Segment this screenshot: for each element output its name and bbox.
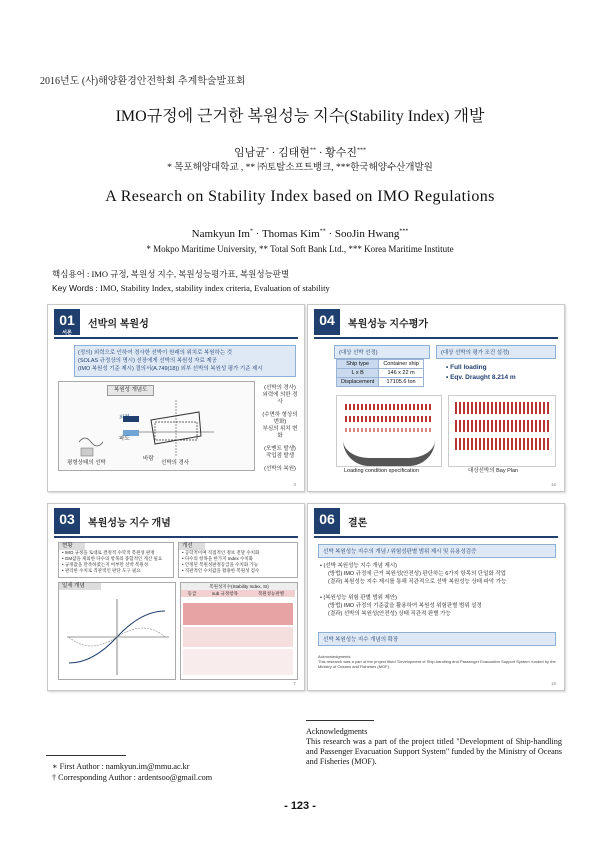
page-number: - 123 -	[284, 800, 316, 812]
ship-spec-table: Ship type Container ship L x B 146 x 22 m Displacement 17105.6 ton	[336, 359, 424, 387]
stability-index-table: 복원성지수(Stability Index, SI) 등급 sub 규정항목 복원성능판별	[180, 582, 298, 680]
slide-number: 03	[54, 508, 80, 534]
slide-title: 선박의 복원성	[88, 319, 149, 330]
slide-01: 01 서론 선박의 복원성 (정의) 외력으로 인하여 경사한 선박이 원래의 위치로 복원하는 것 (SOLAS 규정상의 명시) 선장에게 선박의 복원성 자료 제공 (IMO 복원성 기준 제시) 결의서(A.749(18)) 외부 선박의 복원성 평가 기준 제시 복원성 개념도 외력 파도 바람 선박의 경사 평형상태의 선박 (선박의 경사) 외력에 의한 경사 (수면하 형상의 변화) 부심의 위치 변화 (모멘트 발생) 작업점 발생 (선박의 복원) 3	[47, 304, 305, 492]
loading-condition-figure	[336, 395, 442, 467]
gz-curve-figure: 일세 개념	[58, 582, 176, 680]
footnote-corresponding-author: † Corresponding Author : ardentsoo@gmail.com	[52, 773, 213, 782]
ship-heel-illustration	[59, 382, 254, 470]
conference-header: 2016년도 (사)해양환경안전학회 추계학술발표회	[40, 76, 246, 87]
stability-diagram: 복원성 개념도 외력 파도 바람 선박의 경사 평형상태의 선박	[58, 381, 255, 471]
slide-title: 복원성능 지수평가	[348, 319, 429, 330]
keywords-english: Key Words : IMO, Stability Index, stability index criteria, Evaluation of stability	[52, 283, 330, 293]
slide-number: 01 서론	[54, 309, 80, 335]
korean-affiliations: * 목포해양대학교 , ** ㈜토탈소프트뱅크, ***한국해양수산개발원	[167, 163, 433, 173]
author-3: 황수진	[325, 147, 357, 159]
english-authors: Namkyun Im* · Thomas Kim** · SooJin Hwang***	[191, 228, 409, 240]
slide-04: 04 복원성능 지수평가 (대상 선박 선정) (대상 선박의 평가 조건 설정) Ship type Container ship L x B 146 x 22 m Displacement 17105.6 ton • Full loading • Eqv. Draught 8.214 m Loading condition specification 대상선박의 Bay Plan 16	[307, 304, 565, 492]
definition-box: (정의) 외력으로 인하여 경사한 선박이 원래의 위치로 복원하는 것 (SOLAS 규정상의 명시) 선장에게 선박의 복원성 자료 제공 (IMO 복원성 기준 제시) 결의서(A.749(18)) 외부 선박의 복원성 평가 기준 제시	[74, 345, 296, 377]
keywords-korean: 핵심용어 : IMO 규정, 복원성 지수, 복원성능평가표, 복원성능판별	[52, 269, 290, 279]
slide-03: 03 복원성능 지수 개념 현황 • IMO 규정을 토대로 결정적 수학적 복원성 판정 • GM값을 제외한 다수의 항목의 종합적인 계산 필요 • 규정값을 만족하였는지 여부만 선박 복원성 • 관리한 수치로 직관적인 판단 도구 필요 개선 • 공학적이며 직접적인 정보 전달 수치화 • 다수의 항목을 한가지 Index 수치화 • 안정된 복원성판정등급을 수치화 가능 • 직관적인 수치값을 활용한 복원성 검수 일세 개념 복원성지수(Stability Index, SI) 등급 sub 규정항목 복원성능판별 7	[47, 503, 305, 691]
korean-title: IMO규정에 근거한 복원성능 지수(Stability Index) 개발	[115, 108, 485, 125]
footnote-first-author: ∗ First Author : namkyun.im@mmu.ac.kr	[52, 762, 190, 771]
slide-06: 06 결론 선박 복원성능 지수의 개념 / 위험성판별 범위 제시 및 유용성검증 • (선박 복원성능 지수 개념 제시) (방법) IMO 규정에 근거 복원성(안전성) 판단하는 6가지 항목의 단일화 작업 (결과) 복원성능 지수 제시를 통해 직관적으로 선박 복원성능 상태 파악 가능 • (복원성능 위험 판별 범위 제안) (방법) IMO 규정의 기준값을 활용하여 복원성 위험판별 범위 설정 (결과) 선박의 복원성(안전성) 상태 직관적 판별 가능 선박 복원성능 지수 개념의 확장 Acknowledgments This research was a part of the project titled 'Development of Ship-handling and Passenger Evacuation Support System' funded by the Ministry of Oceans and Fisheries (MOF). 18	[307, 503, 565, 691]
korean-authors: 임남균* · 김태현** · 황수진***	[233, 147, 366, 159]
english-title: A Research on Stability Index based on IMO Regulations	[105, 188, 495, 205]
slide-number: 04	[314, 309, 340, 335]
slide-number: 06	[314, 508, 340, 534]
english-affiliations: * Mokpo Maritime University, ** Total Soft Bank Ltd., *** Korea Maritime Institute	[146, 244, 454, 254]
author-1: 임남균	[233, 147, 266, 159]
slide-title: 복원성능 지수 개념	[88, 518, 171, 529]
acknowledgments: Acknowledgments This research was a part of the project titled "Development of Ship-handling and Passenger Evacuation Support System" funded by the Ministry of Oceans and Fisheries (MOF).	[306, 727, 562, 766]
author-2: 김태현	[278, 147, 310, 159]
bay-plan-figure	[448, 395, 556, 467]
slide-title: 결론	[348, 518, 368, 529]
